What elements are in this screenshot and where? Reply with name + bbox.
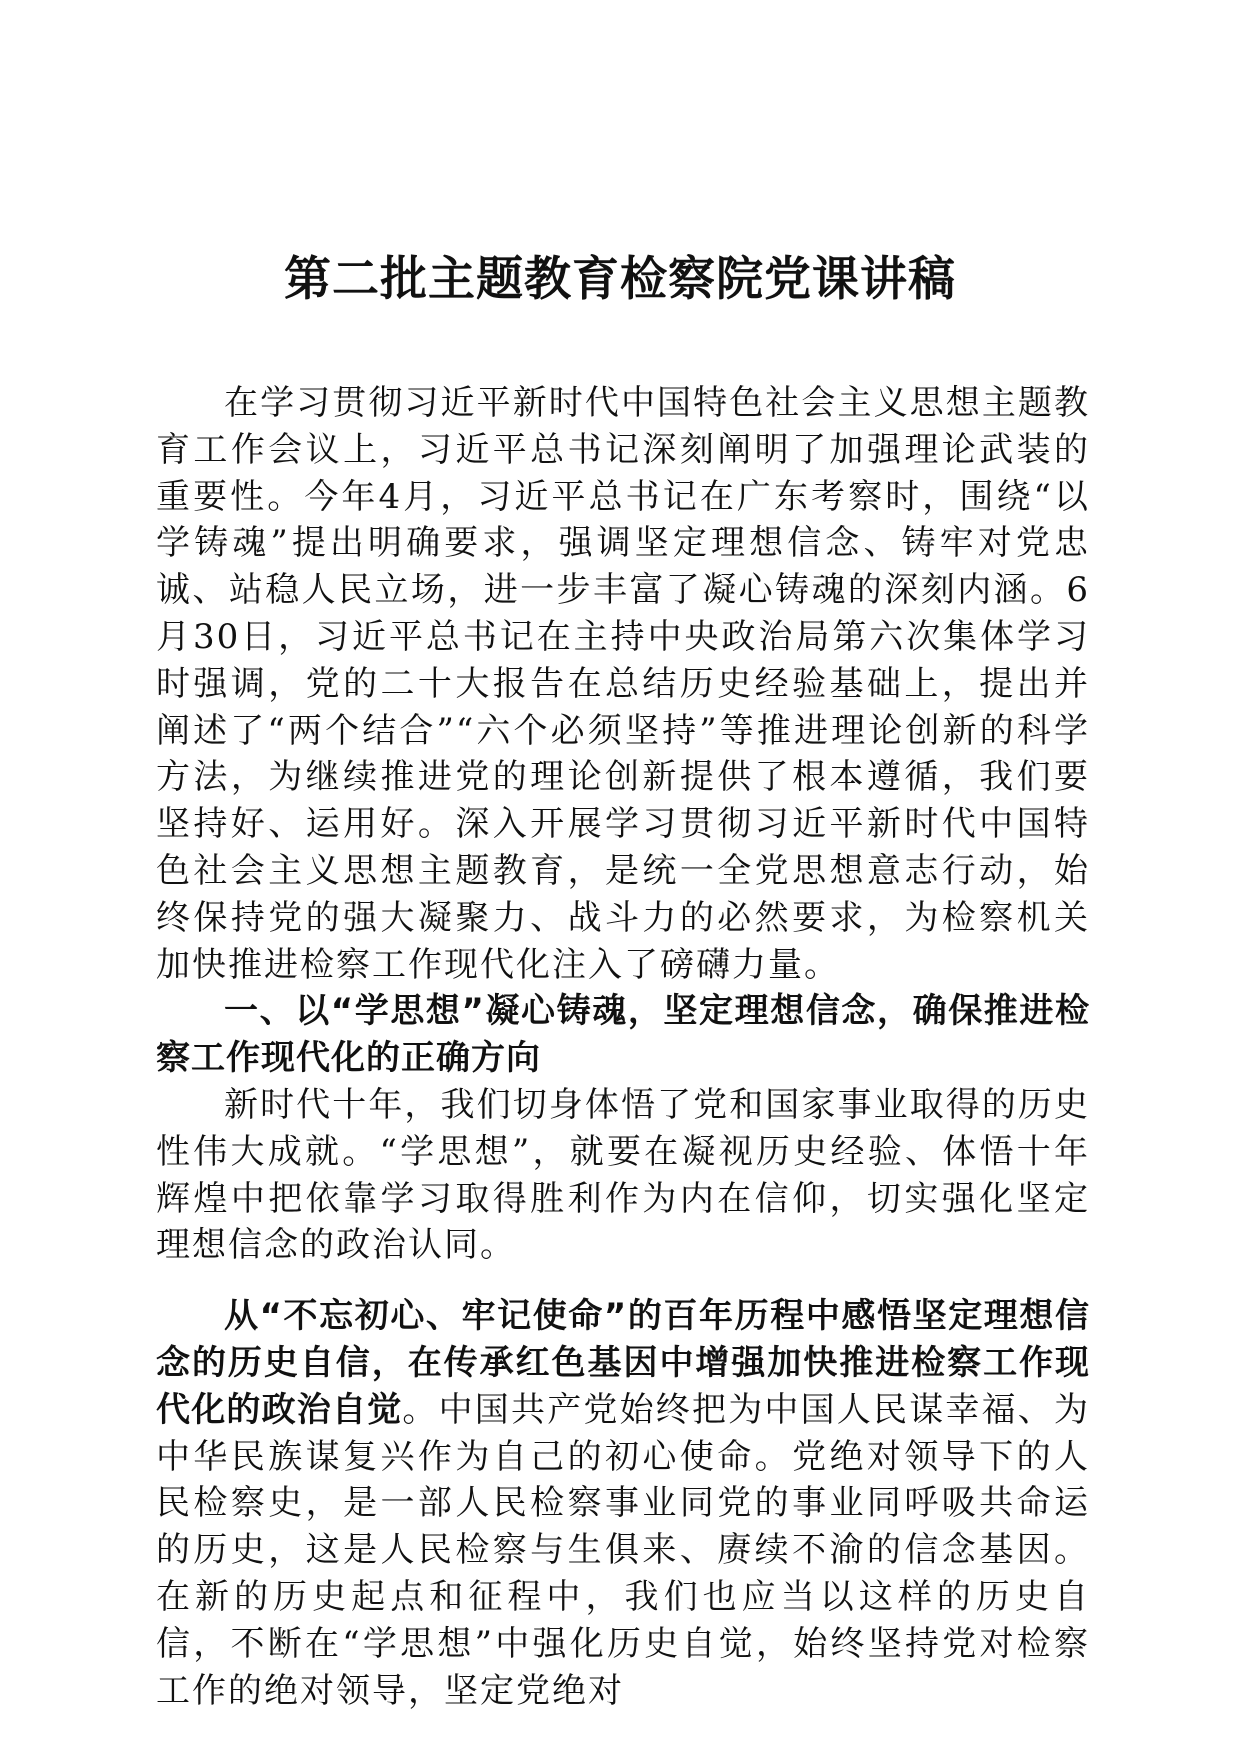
paragraph-body-text: 。中国共产党始终把为中国人民谋幸福、为中华民族谋复兴作为自己的初心使命。党绝对领导下的人民检察史，是一部人民检察事业同党的事业同呼吸共命运的历史，这是人民检察与生俱来、赓续不渝的信念基因。在新的历史起点和征程中，我们也应当以这样的历史自信，不断在“学思想”中强化历史自觉，始终坚持党对检察工作的绝对领导，坚定党绝对 — [156, 1389, 1091, 1711]
section1-paragraph-1: 新时代十年，我们切身体悟了党和国家事业取得的历史性伟大成就。“学思想”，就要在凝视历史经验、体悟十年辉煌中把依靠学习取得胜利作为内在信仰，切实强化坚定理想信念的政治认同。 — [156, 1084, 1090, 1266]
document-body — [156, 380, 1090, 1714]
paragraph-spacer — [156, 1269, 1090, 1293]
section1-paragraph-2 — [156, 1293, 1090, 1714]
bold-lead-sentence: 从“不忘初心、牢记使命”的百年历程中感悟坚定理想信念的历史自信，在传承红色基因中增强加快推进检察工作现代化的政治自觉 — [156, 1296, 1090, 1430]
document-title: 第二批主题教育检察院党课讲稿 — [284, 252, 956, 307]
section-heading-1: 一、以“学思想”凝心铸魂，坚定理想信念，确保推进检察工作现代化的正确方向 — [156, 991, 1090, 1079]
intro-paragraph: 在学习贯彻习近平新时代中国特色社会主义思想主题教育工作会议上，习近平总书记深刻阐明了加强理论武装的重要性。今年4月，习近平总书记在广东考察时，围绕“以学铸魂”提出明确要求，强调坚定理想信念、铸牢对党忠诚、站稳人民立场，进一步丰富了凝心铸魂的深刻内涵。6月30日，习近平总书记在主持中央政治局第六次集体学习时强调，党的二十大报告在总结历史经验基础上，提出并阐述了“两个结合”“六个必须坚持”等推进理论创新的科学方法，为继续推进党的理论创新提供了根本遵循，我们要坚持好、运用好。深入开展学习贯彻习近平新时代中国特色社会主义思想主题教育，是统一全党思想意志行动，始终保持党的强大凝聚力、战斗力的必然要求，为检察机关加快推进检察工作现代化注入了磅礴力量。 — [156, 383, 1090, 985]
